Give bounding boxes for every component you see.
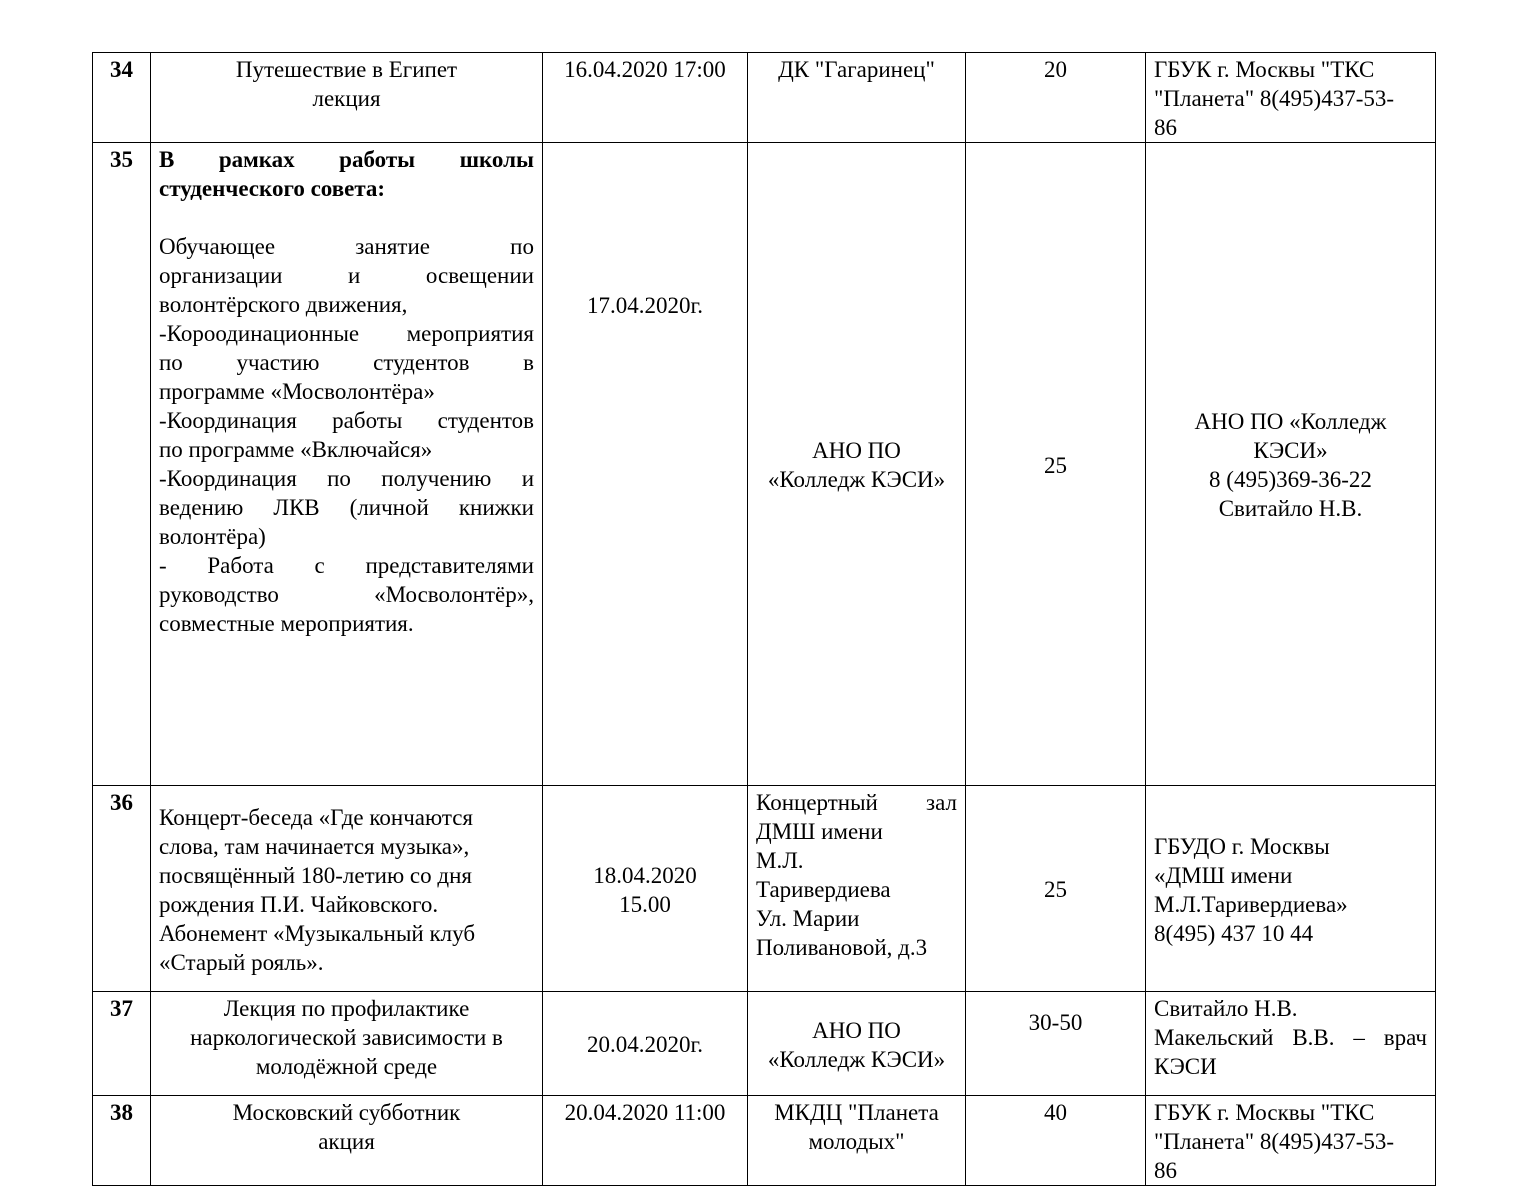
participant-count: 30-50 (966, 992, 1146, 1096)
event-date-cell (543, 786, 748, 992)
event-place-line: Ул. Марии (756, 906, 860, 931)
event-body-line: по участию студентов в (159, 350, 534, 375)
event-place-line: «Колледж КЭСИ» (767, 1046, 946, 1072)
event-type-line: акция (318, 1129, 375, 1154)
event-place-line: Поливановой, д.3 (756, 935, 928, 960)
event-place-cell (748, 786, 966, 992)
table-row (93, 786, 1436, 992)
row-number: 38 (93, 1096, 151, 1186)
organizer-line: КЭСИ» (1253, 438, 1328, 463)
event-body-line: ведению ЛКВ (личной книжки (159, 495, 534, 520)
event-body-line: руководство «Мосволонтёр», (159, 582, 534, 607)
event-title-cell (151, 1096, 543, 1186)
event-date-line: 18.04.2020 (593, 862, 697, 888)
event-title-line: молодёжной среде (255, 1054, 438, 1079)
event-place-line: МКДЦ "Планета (774, 1100, 939, 1125)
event-date: 20.04.2020 11:00 (543, 1096, 748, 1186)
organizer-line: Свитайло Н.В. (1218, 496, 1363, 521)
event-body-line: - Работа с представителями (159, 553, 534, 578)
organizer-line: «ДМШ имени (1154, 862, 1293, 888)
participant-count: 25 (966, 143, 1146, 786)
event-body-line: программе «Мосволонтёра» (159, 379, 435, 404)
event-title-line: Концерт-беседа «Где кончаются (159, 804, 473, 830)
organizer-line: 86 (1154, 1158, 1177, 1183)
event-place-line: ДМШ имени (756, 819, 883, 844)
row-number: 37 (93, 992, 151, 1096)
organizer-line: КЭСИ (1154, 1054, 1217, 1079)
organizer-line: М.Л.Таривердиева» (1154, 891, 1348, 917)
event-body-line: Обучающее занятие по (159, 234, 534, 259)
organizer-line: АНО ПО «Колледж (1194, 409, 1387, 434)
event-body-line: -Короодинационные мероприятия (159, 321, 534, 346)
organizer-line: "Планета" 8(495)437-53- (1154, 86, 1395, 111)
event-title-line: наркологической зависимости в (190, 1025, 503, 1050)
event-place-cell (748, 1096, 966, 1186)
event-title-line: слова, там начинается музыка», (159, 833, 470, 859)
row-number: 34 (93, 53, 151, 143)
event-title-line: рождения П.И. Чайковского. (159, 891, 439, 917)
event-title-line: посвящённый 180-летию со дня (159, 862, 472, 888)
row-number: 35 (93, 143, 151, 786)
event-title-cell (151, 143, 543, 786)
event-title-line: Московский субботник (232, 1100, 461, 1125)
table-row (93, 1096, 1436, 1186)
event-title-line: «Старый рояль». (159, 949, 324, 975)
event-body-line: волонтёра) (159, 524, 266, 549)
event-title-line: Абонемент «Музыкальный клуб (159, 920, 476, 946)
event-place-line: АНО ПО (812, 1017, 901, 1043)
organizer-line: Свитайло Н.В. (1154, 996, 1298, 1021)
event-place-cell (748, 53, 966, 143)
table-row (93, 53, 1436, 143)
event-date: 16.04.2020 17:00 (543, 53, 748, 143)
event-body-line: волонтёрского движения, (159, 292, 408, 317)
event-place-line: молодых" (808, 1129, 905, 1154)
table-row (93, 143, 1436, 786)
event-place-line: Концертный зал (756, 790, 957, 815)
event-heading-line: В рамках работы школы (159, 147, 534, 172)
event-body-line: совместные мероприятия. (159, 611, 414, 636)
organizer-line: ГБУДО г. Москвы (1154, 833, 1330, 859)
event-title-cell (151, 53, 543, 143)
event-type-line: лекция (312, 86, 381, 111)
organizer-cell (1146, 1096, 1436, 1186)
spacer (159, 203, 534, 232)
participant-count: 40 (966, 1096, 1146, 1186)
organizer-line: 8(495) 437 10 44 (1154, 920, 1314, 946)
event-place-line: АНО ПО (812, 438, 901, 463)
event-body-line: -Координация по получению и (159, 466, 534, 491)
organizer-line: ГБУК г. Москвы "ТКС (1154, 1100, 1375, 1125)
organizer-line: ГБУК г. Москвы "ТКС (1154, 57, 1375, 82)
event-place-line: ДК "Гагаринец" (778, 57, 935, 82)
event-place-line: М.Л. (756, 848, 804, 873)
organizer-line: 86 (1154, 115, 1177, 140)
organizer-cell (1146, 786, 1436, 992)
organizer-line: Макельский В.В. – врач (1154, 1025, 1427, 1050)
event-time-line: 15.00 (619, 891, 671, 917)
organizer-cell (1146, 53, 1436, 143)
organizer-cell (1146, 143, 1436, 786)
event-date: 17.04.2020г. (543, 143, 748, 786)
participant-count: 20 (966, 53, 1146, 143)
event-place-line: «Колледж КЭСИ» (767, 467, 946, 492)
event-body-line: по программе «Включайся» (159, 437, 433, 462)
event-heading-line: студенческого совета: (159, 176, 386, 201)
event-title-cell (151, 786, 543, 992)
events-table (92, 52, 1436, 1186)
event-place-cell (748, 143, 966, 786)
participant-count: 25 (966, 786, 1146, 992)
event-body-line: -Координация работы студентов (159, 408, 534, 433)
organizer-line: 8 (495)369-36-22 (1209, 467, 1372, 492)
event-date: 20.04.2020г. (543, 992, 748, 1096)
event-title-line: Путешествие в Египет (235, 57, 458, 82)
organizer-line: "Планета" 8(495)437-53- (1154, 1129, 1395, 1154)
row-number: 36 (93, 786, 151, 992)
event-title-line: Лекция по профилактике (223, 996, 470, 1021)
event-body-line: организации и освещении (159, 263, 534, 288)
event-place-line: Таривердиева (756, 877, 891, 902)
